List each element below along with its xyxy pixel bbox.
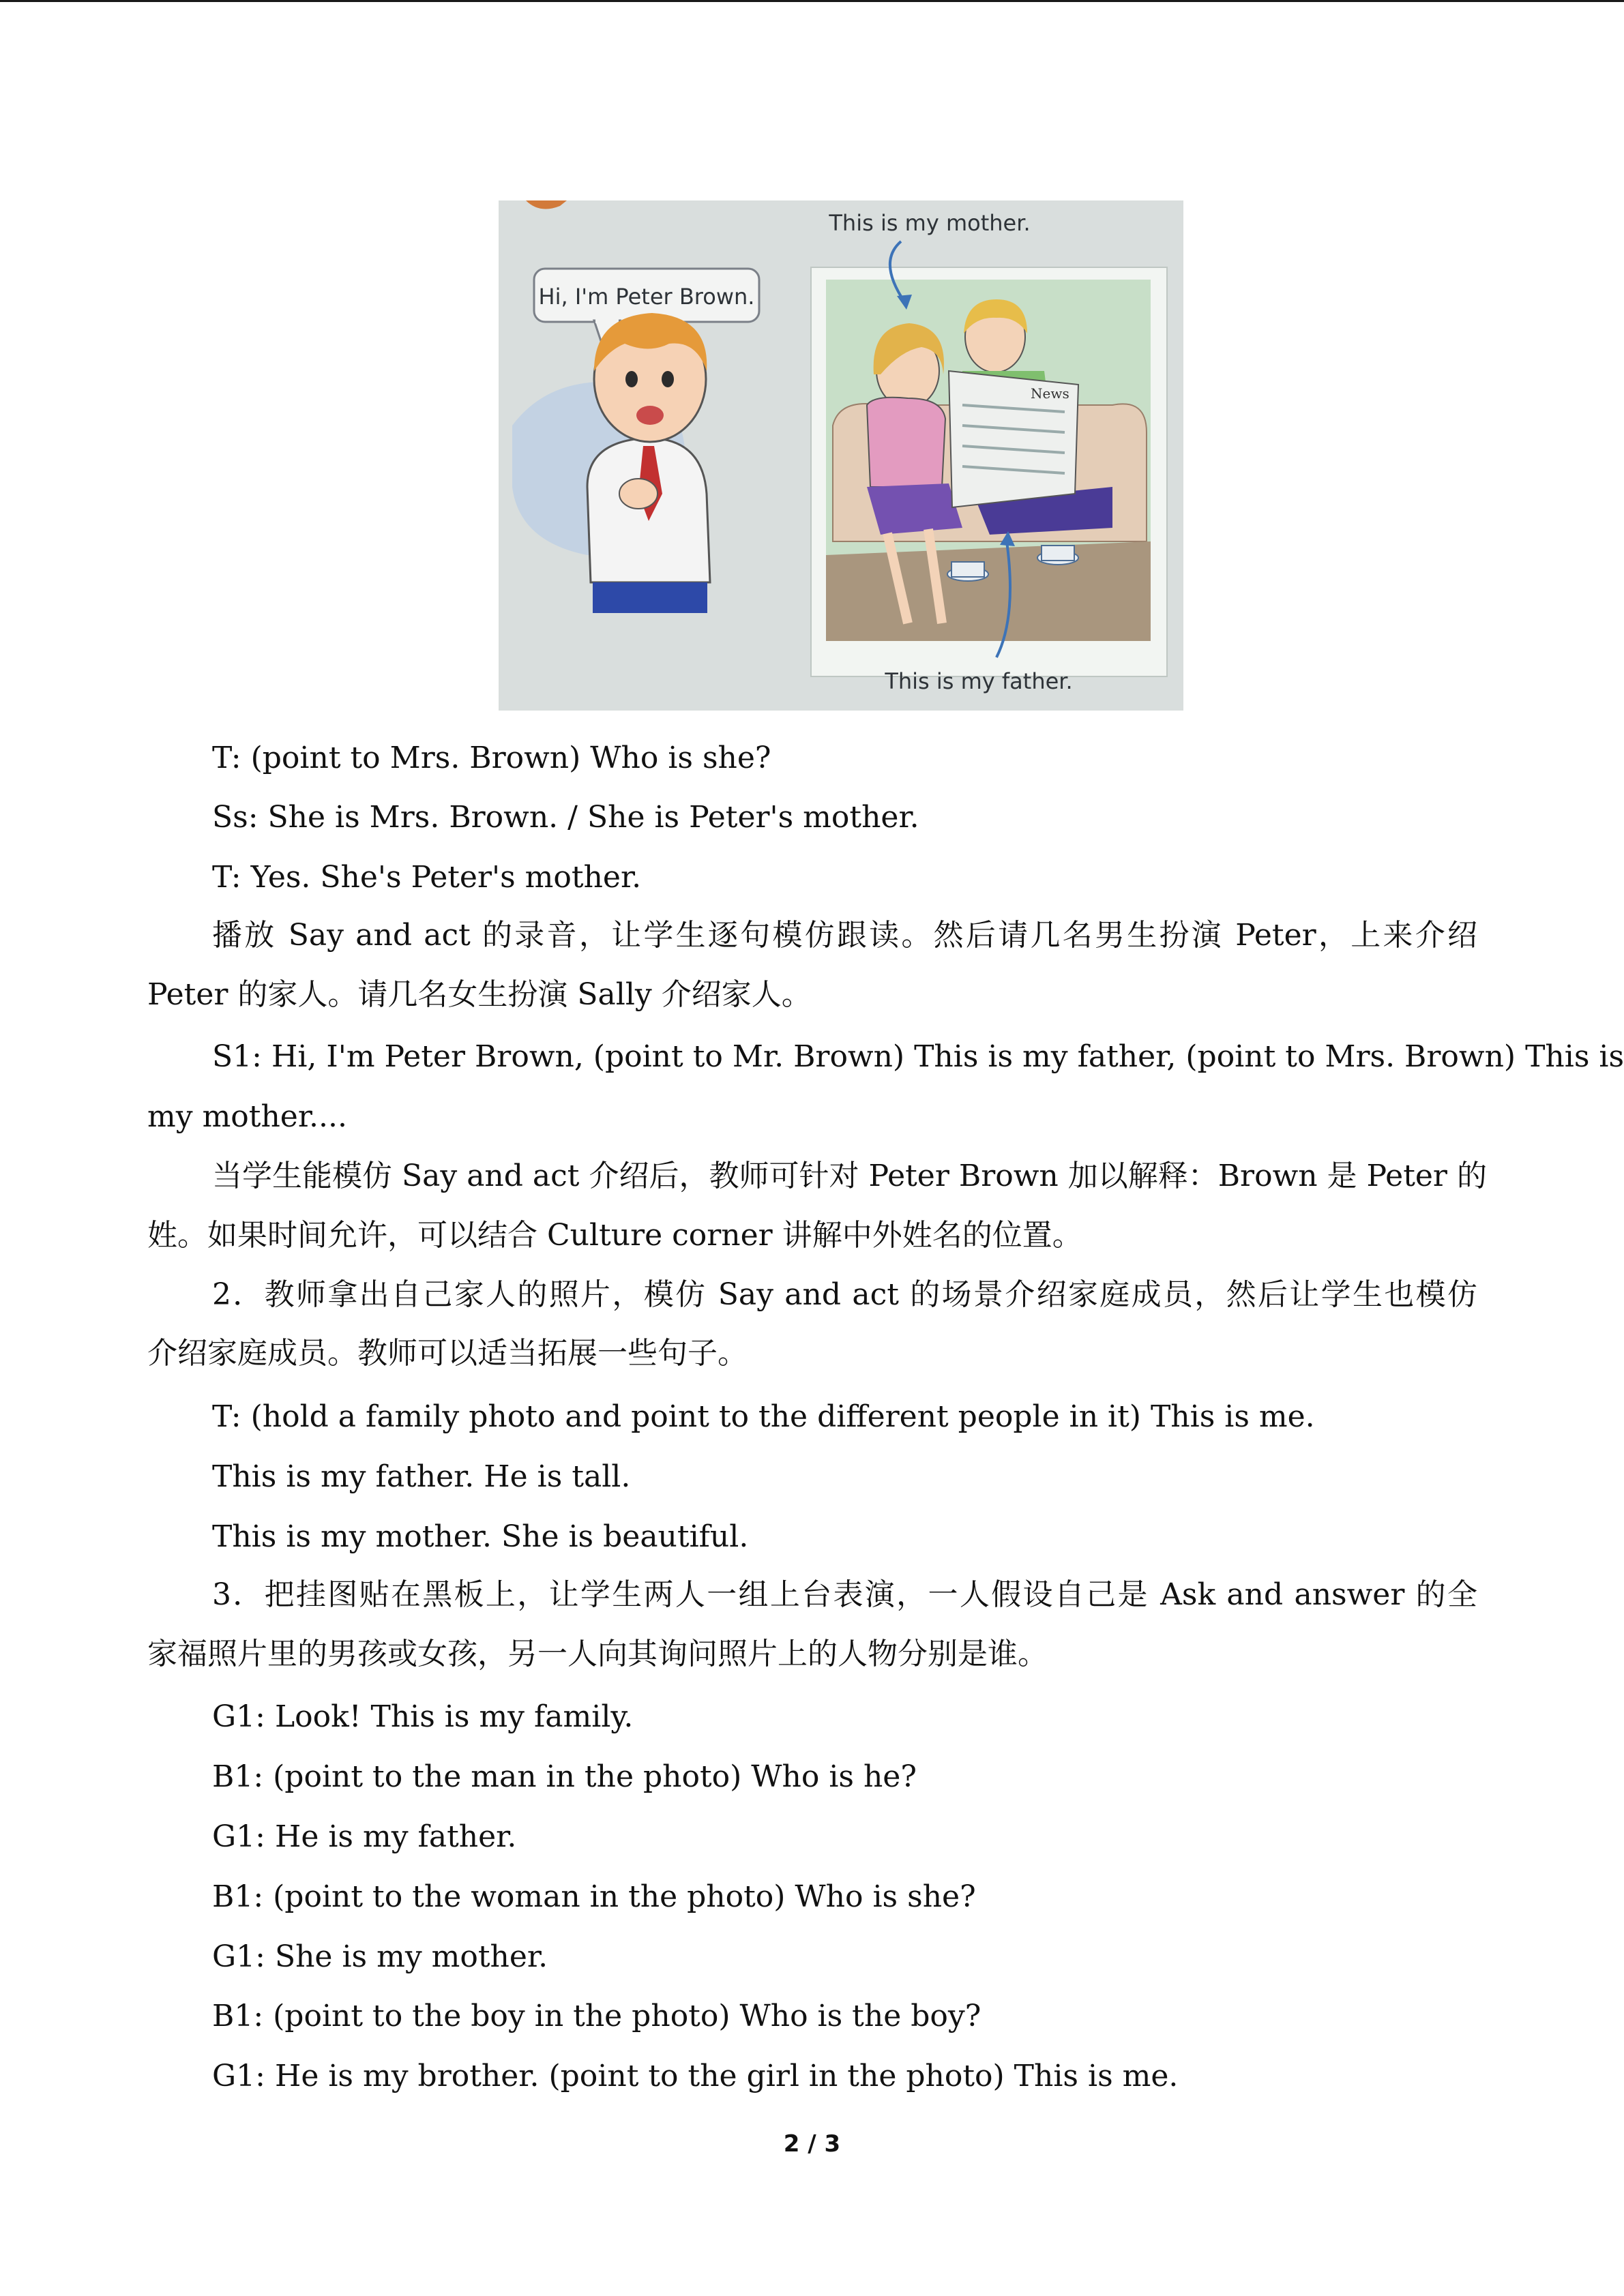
paragraph-line: 播放 Say and act 的录音，让学生逐句模仿跟读。然后请几名男生扮演 Peter，上来介绍 <box>212 918 1477 953</box>
page-number: 2 / 3 <box>783 2130 841 2158</box>
textbook-illustration <box>499 200 1183 711</box>
dialogue-line: G1: Look! This is my family. <box>212 1699 634 1734</box>
dialogue-line: G1: She is my mother. <box>212 1939 548 1974</box>
newspaper-masthead: News <box>1031 385 1069 402</box>
boy-figure <box>587 313 710 613</box>
dialogue-line: B1: (point to the boy in the photo) Who is the boy? <box>212 1999 981 2033</box>
dialogue-line: S1: Hi, I'm Peter Brown, (point to Mr. Brown) This is my father, (point to Mrs. Brown) This is <box>212 1039 1624 1074</box>
caption-mother: This is my mother. <box>829 210 1031 236</box>
dialogue-line: my mother.... <box>147 1099 347 1134</box>
dialogue-line: G1: He is my brother. (point to the girl in the photo) This is me. <box>212 2059 1179 2093</box>
paragraph-line: 姓。如果时间允许，可以结合 Culture corner 讲解中外姓名的位置。 <box>147 1218 1082 1253</box>
dialogue-line: This is my father. He is tall. <box>212 1459 631 1494</box>
dialogue-line: B1: (point to the woman in the photo) Who is she? <box>212 1879 976 1914</box>
caption-father: This is my father. <box>885 668 1073 694</box>
dialogue-line: This is my mother. She is beautiful. <box>212 1519 749 1554</box>
dialogue-line: T: (point to Mrs. Brown) Who is she? <box>212 741 771 775</box>
paragraph-line: 当学生能模仿 Say and act 介绍后，教师可针对 Peter Brown 加以解释：Brown 是 Peter 的 <box>212 1159 1487 1193</box>
dialogue-line: Ss: She is Mrs. Brown. / She is Peter's mother. <box>212 800 919 835</box>
top-border-rule <box>0 0 1624 2</box>
paragraph-line: 3．把挂图贴在黑板上，让学生两人一组上台表演，一人假设自己是 Ask and answer 的全 <box>212 1577 1477 1612</box>
paragraph-line: 家福照片里的男孩或女孩，另一人向其询问照片上的人物分别是谁。 <box>147 1637 1048 1671</box>
speech-bubble-text: Hi, I'm Peter Brown. <box>538 284 755 310</box>
dialogue-line: G1: He is my father. <box>212 1819 517 1854</box>
paragraph-line: Peter 的家人。请几名女生扮演 Sally 介绍家人。 <box>147 977 812 1012</box>
family-photo <box>811 267 1167 676</box>
paragraph-line: 2．教师拿出自己家人的照片，模仿 Say and act 的场景介绍家庭成员，然后让学生也模仿 <box>212 1277 1477 1312</box>
dialogue-line: T: Yes. She's Peter's mother. <box>212 860 642 895</box>
dialogue-line: B1: (point to the man in the photo) Who is he? <box>212 1759 917 1794</box>
paragraph-line: 介绍家庭成员。教师可以适当拓展一些句子。 <box>147 1336 748 1371</box>
dialogue-line: T: (hold a family photo and point to the different people in it) This is me. <box>212 1399 1315 1434</box>
